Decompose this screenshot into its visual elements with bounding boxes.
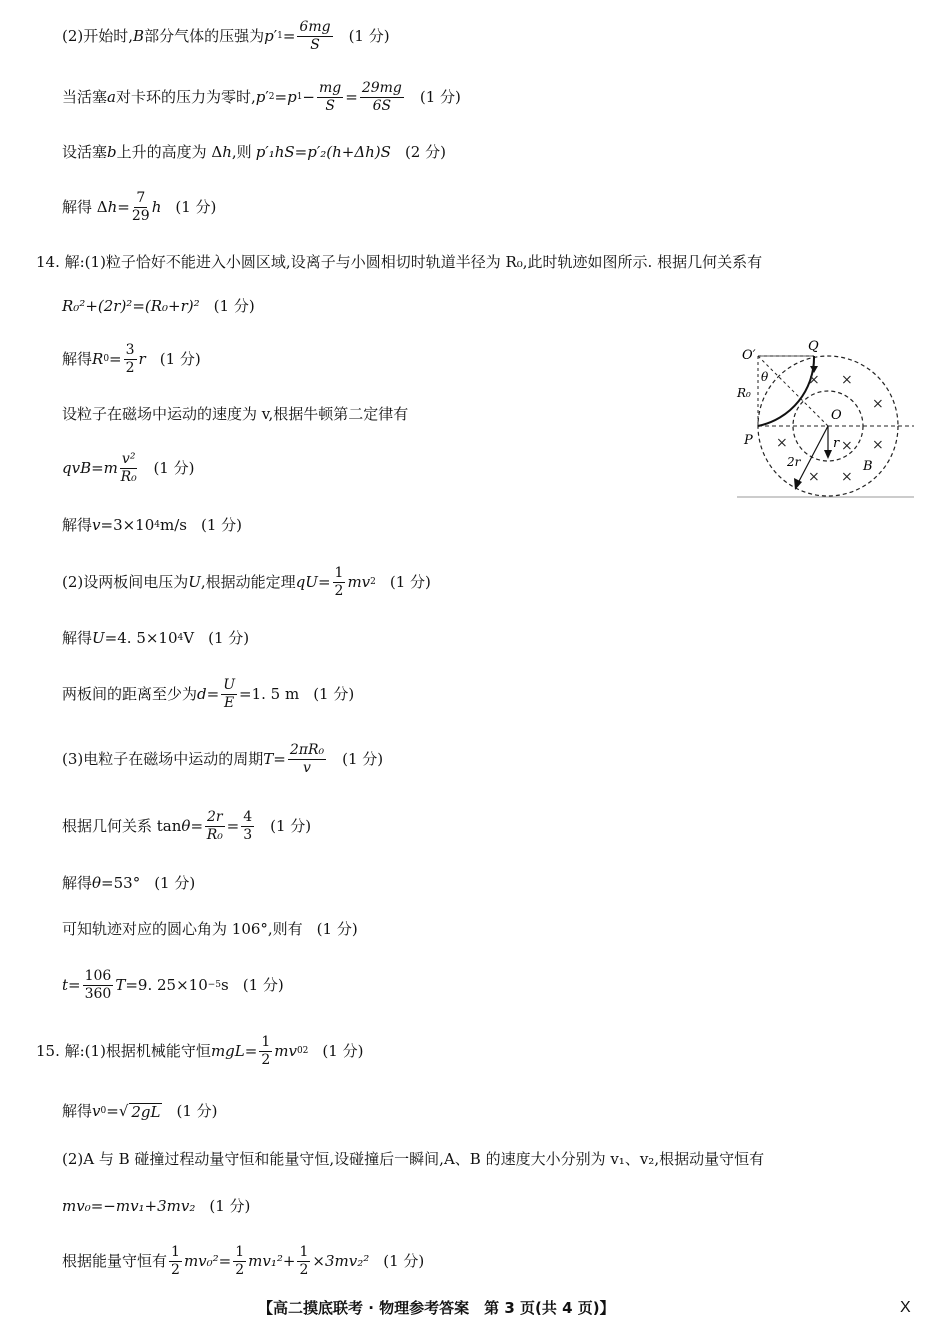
den: v [303,759,311,776]
line-4 [62,189,217,224]
var: d [197,684,207,703]
line-15 [62,808,311,844]
page-mark [900,1299,911,1317]
text: 解得 [62,873,93,892]
eq: = [190,816,204,835]
eq: = [68,975,81,994]
question-14 [36,253,762,271]
two-r-label: 2r [787,455,801,469]
eq: = [317,572,331,591]
score: (1 分) [419,87,461,106]
score: (1 分) [209,1196,251,1215]
eq: = [218,1251,232,1270]
den: 6S [372,97,392,114]
score: (1 分) [154,873,196,892]
fraction [360,81,404,113]
line-21 [62,1150,764,1168]
score: (1 分) [322,1041,364,1060]
num: v² [121,450,136,467]
cross: × [808,469,820,485]
o-label: O [831,408,842,423]
den: 2 [334,582,344,599]
var: U [92,628,105,647]
cross: × [841,372,853,388]
line-9 [62,450,194,486]
text: (2)A 与 B 碰撞过程动量守恒和能量守恒,设碰撞后一瞬间,A、B 的速度大小分别为 v₁、v₂,根据动量守恒有 [62,1149,765,1168]
text: 两板间的距离至少为 [62,684,198,703]
o-prime-label: O′ [742,348,756,363]
score: (1 分) [208,628,250,647]
var: mv [347,572,371,591]
fraction [297,1245,310,1277]
var: a [107,87,116,106]
unit: m/s [160,515,187,534]
var: v [92,515,101,534]
cross: × [841,438,853,454]
eq: = [244,1041,258,1060]
score: (1 分) [159,349,201,368]
line-3 [62,143,446,161]
line-13 [62,677,354,711]
text: 根据几何关系 tan [62,816,182,835]
num: 1 [171,1243,180,1260]
eq: = [206,684,220,703]
text: 可知轨迹对应的圆心角为 106°,则有 [62,919,303,938]
den: 2 [261,1051,271,1068]
fraction [297,20,332,52]
text: ,则 [231,142,252,161]
fraction [124,343,137,375]
fraction [233,1245,246,1277]
var: qU [295,572,318,591]
var: mv₁² [248,1251,283,1270]
score: (1 分) [348,26,390,45]
var: r [138,349,146,368]
num: 1 [261,1033,271,1050]
var: T [263,749,274,768]
var: p [255,87,266,106]
eq: =4. 5×10 [104,628,178,647]
var: R [92,349,104,368]
q-label: Q [808,339,819,354]
num: 106 [84,967,112,984]
num: 1 [334,564,344,581]
magnetic-field-figure [732,335,917,505]
cross: × [808,372,820,388]
den: 3 [243,826,253,843]
text: 设粒子在磁场中运动的速度为 v,根据牛顿第二定律有 [62,404,409,423]
den: 2 [125,359,135,376]
score: (1 分) [153,458,195,477]
den: R₀ [120,468,137,485]
plus: + [282,1251,296,1270]
text: 部分气体的压强为 [144,26,265,45]
cross: × [841,469,853,485]
footer-text: 【高二摸底联考 · 物理参考答案 第 3 页(共 4 页)】 [258,1298,615,1317]
text: 14. 解:(1)粒子恰好不能进入小圆区域,设离子与小圆相切时轨道半径为 R₀,此时轨迹如图所示. 根据几何关系有 [36,252,763,271]
cross: × [872,437,884,453]
line-17 [62,920,358,938]
score: (1 分) [201,515,243,534]
eq: = [345,87,358,106]
trajectory-arc [758,356,814,426]
num: 4 [243,808,253,825]
line-10: 解得 v =3×10 4 m/s (1 分) [62,515,243,534]
var: h [222,142,232,161]
b-label: B [863,459,873,474]
prime: ′ [273,26,278,45]
fraction [288,743,326,775]
line-2: 当活塞 a 对卡环的压力为零时, p ′ 2 = p 1 − $\frac{mg}{S}$ = $\frac{29mg}{6S}$ (1 分) [62,79,461,114]
minus: − [302,87,315,106]
den: 2 [171,1261,180,1278]
text: 15. 解:(1)根据机械能守恒 [36,1041,211,1060]
text: (3)电粒子在磁场中运动的周期 [62,749,264,768]
score: (1 分) [176,1101,218,1120]
line-16 [62,874,195,892]
score: (1 分) [175,197,217,216]
text: 解得 [62,515,93,534]
var: t [62,975,69,994]
unit: s [221,975,229,994]
var: U [188,572,201,591]
score: (1 分) [342,749,384,768]
var: θ [181,816,191,835]
fraction [120,452,138,484]
var: T [115,975,126,994]
text: 对卡环的压力为零时, [115,87,256,106]
den: E [223,694,235,711]
text: (2)开始时, [62,26,134,45]
line-11: (2)设两板间电压为 U ,根据动能定理 qU = $\frac{1}{2}$ mv 2 (1 分) [62,564,431,599]
eq: =3×10 [100,515,155,534]
cross: × [776,435,788,451]
text: 上升的高度为 Δ [116,142,223,161]
fraction [205,810,225,842]
score: (1 分) [270,816,312,835]
unit: V [183,628,195,647]
num: U [223,676,236,693]
den: 2 [299,1261,309,1278]
var: B [133,26,145,45]
theta-label: θ [761,370,769,384]
expr: p′₁hS=p′₂(h+Δh)S [255,142,391,161]
r0-label: R₀ [737,386,751,400]
text: 解得 Δ [62,197,108,216]
text: ,根据动能定理 [200,572,296,591]
num: 3 [125,341,135,358]
text: 设活塞 [62,142,108,161]
expr: mv₀=−mv₁+3mv₂ [62,1196,196,1215]
fraction [241,810,254,842]
fraction [221,678,237,710]
line-6 [62,297,255,315]
num: 1 [235,1243,245,1260]
eq: = [109,349,122,368]
text: 当活塞 [62,87,108,106]
var: p [264,26,274,45]
den: R₀ [206,826,223,843]
score: (2 分) [404,142,446,161]
fraction [169,1245,182,1277]
two-r-arrowhead [794,478,802,490]
prime: ′ [265,87,269,106]
score: (1 分) [316,919,358,938]
radicand: 2gL [131,1102,161,1121]
fraction [83,969,114,1001]
value: =9. 25×10 [125,975,208,994]
sqrt-sign: √ [118,1101,129,1120]
var: θ [92,873,102,892]
den: 360 [84,985,112,1002]
eq: = [106,1101,119,1120]
mark-text: X [900,1299,911,1316]
text: (2)设两板间电压为 [62,572,189,591]
cross: × [872,396,884,412]
var: p [287,87,297,106]
line-20: 解得 v 0 = √ 2gL (1 分) [62,1101,218,1121]
r-label: r [833,436,840,451]
fraction [259,1035,272,1067]
expr: R₀²+(2r)²=(R₀+r)² [62,296,200,315]
line-18: t = $\frac{106}{360}$ T =9. 25×10 −5 s (1 分) [62,967,284,1002]
eq: = [273,749,286,768]
line-12: 解得 U =4. 5×10 4 V (1 分) [62,628,250,647]
var: mv [274,1041,297,1060]
text: 根据能量守恒有 [62,1251,168,1270]
fraction [132,191,150,223]
eq: = [226,816,240,835]
value: =1. 5 m [239,684,300,703]
text: 解得 [62,628,93,647]
question-15: 15. 解:(1)根据机械能守恒 mgL = $\frac{1}{2}$ mv 0 2 (1 分) [36,1033,364,1068]
eq: = [282,26,296,45]
eq: = [117,197,130,216]
var: mgL [210,1041,245,1060]
num: 2r [207,808,223,825]
den: S [325,97,335,114]
var: mv₀² [183,1251,219,1270]
var: b [107,142,117,161]
score: (1 分) [213,296,255,315]
eq: = [274,87,288,106]
num: 7 [136,189,146,206]
score: (1 分) [389,572,431,591]
line-8 [62,405,408,423]
num: 29mg [361,79,402,96]
num: 6mg [299,18,331,35]
line-23 [62,1244,424,1278]
lhs: qvB=m [62,458,118,477]
score: (1 分) [383,1251,425,1270]
value: =53° [101,873,141,892]
text: 解得 [62,349,93,368]
line-1: (2)开始时, B 部分气体的压强为 p ′ 1 = $\frac{6mg}{S}$ (1 分) [62,18,390,53]
fraction [333,566,346,598]
num: 2πR₀ [289,741,325,758]
num: mg [319,79,342,96]
den: 29 [131,207,150,224]
p-label: P [744,433,753,448]
var: v [92,1101,101,1120]
line-22 [62,1197,250,1215]
den: S [310,36,320,53]
num: 1 [299,1243,309,1260]
text: 解得 [62,1101,93,1120]
score: (1 分) [313,684,355,703]
line-14 [62,742,383,776]
fraction [317,81,343,113]
var: h [107,197,118,216]
line-7: 解得 R 0 = $\frac{3}{2}$ r (1 分) [62,341,201,376]
den: 2 [235,1261,245,1278]
var: h [151,197,162,216]
var: ×3mv₂² [312,1251,370,1270]
r-arrowhead [824,450,832,459]
score: (1 分) [242,975,284,994]
page-footer [258,1299,615,1317]
